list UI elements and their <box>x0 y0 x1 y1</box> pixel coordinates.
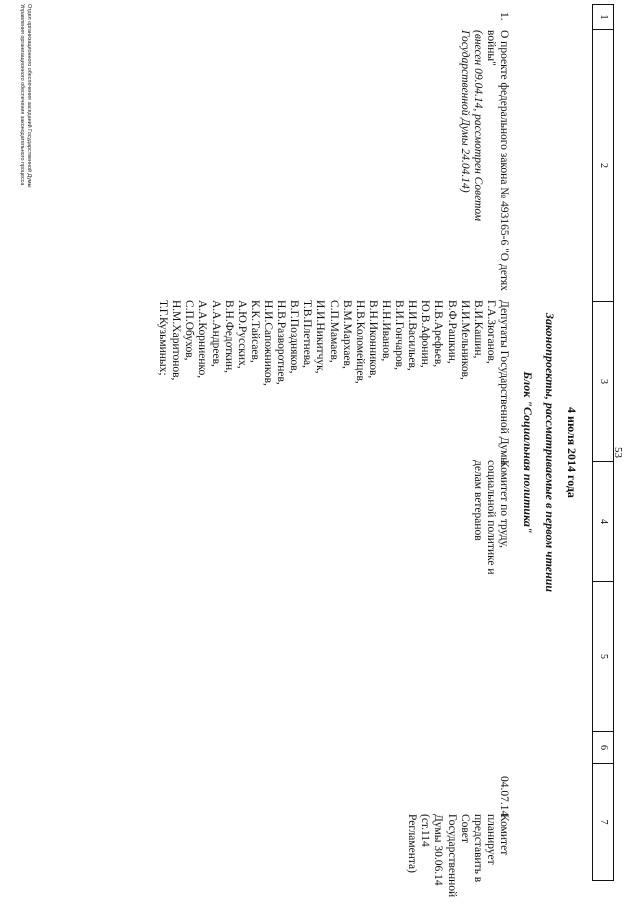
bill-cell <box>458 30 510 300</box>
column-number: 3 <box>593 302 613 462</box>
deputy-name: Н.Н.Иванов, <box>380 300 393 362</box>
section-heading: Законопроекты, рассматриваемые в первом чтении <box>543 312 557 593</box>
deputy-name: Н.М.Харитонов, <box>170 300 183 381</box>
deputy-name: Н.И.Сапожников, <box>262 300 275 386</box>
initiator-header: Депутаты Государственной Думы <box>498 300 510 466</box>
deputy-name: И.И.Никитчук, <box>314 300 327 374</box>
footer <box>18 4 32 187</box>
committee-cell: Комитет по труду, социальной политике и делам ветеранов <box>471 460 510 575</box>
deputy-name: А.А.Андреев, <box>209 300 222 367</box>
deputy-name: Ю.В.Афонин, <box>419 300 432 368</box>
deputy-name: В.Г.Поздняков, <box>288 300 301 374</box>
deputy-name: С.П.Мамаев, <box>327 300 340 363</box>
column-number: 4 <box>593 462 613 582</box>
footer-line: Управления организационного обеспечения законодательного процесса <box>18 4 25 186</box>
deputy-name: В.И.Кашин, <box>471 300 484 359</box>
date-cell: 04.07.14 <box>498 776 510 817</box>
column-number: 7 <box>598 819 609 825</box>
page-number: 53 <box>612 447 624 458</box>
block-heading: Блок "Социальная политика" <box>521 371 535 534</box>
deputy-name: В.Ф.Рашкин, <box>445 300 458 364</box>
deputy-name: С.П.Обухов, <box>183 300 196 361</box>
bill-title: О проекте федерального закона № 493165-6 "О детях войны" <box>484 30 510 291</box>
note-cell: Комитет планирует представить в Совет Государственной Думы 30.06.14 (ст.114 Регламента) <box>406 814 510 898</box>
deputy-name: Н.И.Васильев, <box>406 300 419 371</box>
deputy-name: Н.В.Разворотнев, <box>275 300 288 385</box>
column-number: 1 <box>593 5 613 30</box>
deputy-name: А.Ю.Русских, <box>235 300 248 369</box>
deputy-name: А.А.Корниенко, <box>196 300 209 379</box>
footer-line: Отдел организационного обеспечения заседаний Государственной Думы <box>26 4 32 188</box>
deputy-name: Т.В.Плетнева, <box>301 300 314 368</box>
deputy-name: И.И.Мельников, <box>458 300 471 380</box>
item-number: 1. <box>498 12 510 21</box>
deputy-name: В.Н.Федоткин, <box>222 300 235 374</box>
initiator-cell <box>156 300 510 470</box>
column-number: 5 <box>593 582 613 732</box>
deputy-name: Т.Г.Кузьминых; <box>157 300 170 376</box>
deputy-name: Г.А.Зюганов, <box>484 300 497 364</box>
deputy-list <box>156 300 497 470</box>
deputy-name: К.К.Тайсаев, <box>248 300 261 363</box>
deputy-name: В.М.Мархаев, <box>340 300 353 369</box>
deputy-name: В.И.Гончаров, <box>393 300 406 370</box>
deputy-name: Н.В.Арефьев, <box>432 300 445 368</box>
column-number: 2 <box>593 30 613 302</box>
bill-details: (внесен 09.04.14, рассмотрен Советом Государственной Думы 24.04.14) <box>458 30 484 222</box>
deputy-name: В.Н.Иконников, <box>366 300 379 379</box>
deputy-name: Н.В.Коломейцев, <box>353 300 366 384</box>
column-number: 6 <box>593 732 613 764</box>
date-heading: 4 июля 2014 года <box>565 407 579 498</box>
column-number-header <box>592 4 614 881</box>
